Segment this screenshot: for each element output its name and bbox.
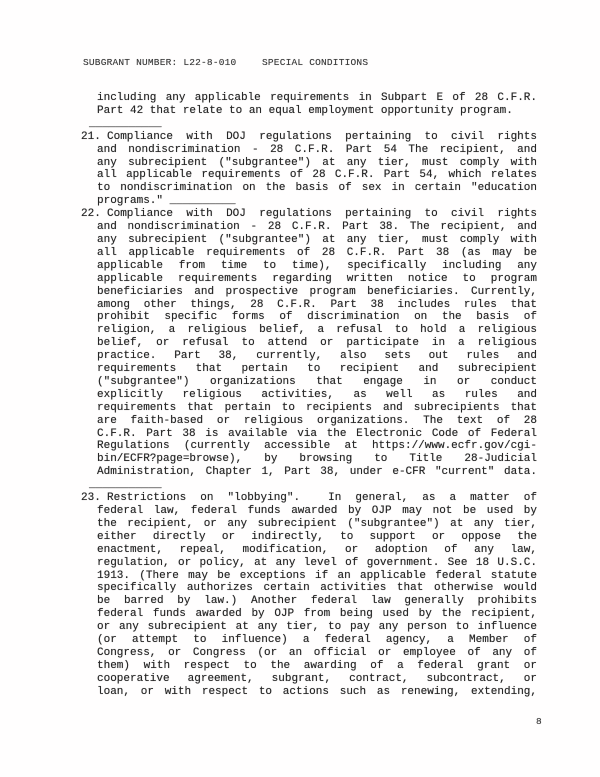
text-line: the recipient, or any subrecipient ("subgrantee") at any tier, [97,517,537,530]
text-line: (or attempt to influence) a federal agency, a Member of [97,634,537,647]
text-line: Restrictions on "lobbying". In general, as a matter of [107,492,537,505]
text-line: including any applicable requirements in Subpart E of 28 C.F.R. [97,92,537,104]
text-line: C.F.R. Part 38 is available via the Electronic Code of Federal [97,427,537,440]
signature-line: ___________ [89,117,162,130]
document-body [81,92,537,699]
list-item-23 [81,492,537,699]
list-item-22 [81,208,537,479]
text-line: Part 42 that relate to an equal employment opportunity program. [97,104,513,117]
text-line: religion, a religious belief, a refusal to hold a religious [97,324,537,337]
text-line: 1913. (There may be exceptions if an applicable federal statute [97,569,537,582]
text-line: them) with respect to the awarding of a federal grant or [97,659,537,672]
text-line: ("subgrantee") organizations that engage in or conduct [97,375,537,388]
text-line: programs." __________ [97,195,236,208]
text-line: any subrecipient ("subgrantee") at any tier, must comply with [97,233,537,246]
signature-line: ___________ [89,479,162,492]
text-line: cooperative agreement, subgrant, contract, subcontract, or [97,672,537,685]
item-number: 22. [81,208,101,221]
text-line: Compliance with DOJ regulations pertaining to civil rights [107,130,537,143]
text-line: and nondiscrimination - 28 C.F.R. Part 54 The recipient, and [97,143,537,156]
text-line: or any subrecipient at any tier, to pay any person to influence [97,621,537,634]
text-line: federal law, federal funds awarded by OJP may not be used by [97,505,537,517]
text-line: prohibit specific forms of discrimination on the basis of [97,311,537,324]
text-line: specifically authorizes certain activities that otherwise would [97,582,537,595]
text-line: Regulations (currently accessible at https://www.ecfr.gov/cgi- [97,440,537,453]
list-item-21 [81,130,537,208]
text-line: Administration, Chapter 1, Part 38, under e-CFR "current" data. [97,466,537,479]
text-line: federal funds awarded by OJP from being used by the recipient, [97,608,537,621]
text-line: all applicable requirements of 28 C.F.R. Part 54, which relates [97,169,537,182]
text-line: loan, or with respect to actions such as renewing, extending, [97,685,537,698]
text-line: bin/ECFR?page=browse), by browsing to Title 28-Judicial [97,453,537,466]
text-line: requirements that pertain to recipient and subrecipient [97,363,537,376]
item-number: 21. [81,130,101,143]
item-number: 23. [81,492,101,505]
text-line: explicitly religious activities, as well as rules and [97,388,537,401]
text-line: to nondiscrimination on the basis of sex in certain "education [97,182,537,195]
text-line: any subrecipient ("subgrantee") at any tier, must comply with [97,156,537,169]
text-line: beneficiaries and prospective program beneficiaries. Currently, [97,285,537,298]
page-number: 8 [536,716,542,727]
text-line: requirements that pertain to recipients and subrecipients that [97,401,537,414]
text-line: Congress, or Congress (or an official or employee of any of [97,646,537,659]
subgrant-number-label: SUBGRANT NUMBER: L22-8-010 [83,57,237,68]
text-line: practice. Part 38, currently, also sets out rules and [97,350,537,363]
text-line: applicable requirements regarding written notice to program [97,272,537,285]
text-line: all applicable requirements of 28 C.F.R. Part 38 (as may be [97,246,537,259]
text-line: enactment, repeal, modification, or adoption of any law, [97,543,537,556]
paragraph [97,92,537,118]
text-line: be barred by law.) Another federal law generally prohibits [97,595,537,608]
text-line: among other things, 28 C.F.R. Part 38 includes rules that [97,298,537,311]
text-line: either directly or indirectly, to support or oppose the [97,530,537,543]
text-line: and nondiscrimination - 28 C.F.R. Part 38. The recipient, and [97,221,537,234]
text-line: are faith-based or religious organizations. The text of 28 [97,414,537,427]
text-line: regulation, or policy, at any level of government. See 18 U.S.C. [97,556,537,569]
page-title: SPECIAL CONDITIONS [262,57,369,68]
text-line: Compliance with DOJ regulations pertaining to civil rights [107,208,537,221]
text-line: applicable from time to time), specifically including any [97,259,537,272]
text-line: belief, or refusal to attend or participate in a religious [97,337,537,350]
